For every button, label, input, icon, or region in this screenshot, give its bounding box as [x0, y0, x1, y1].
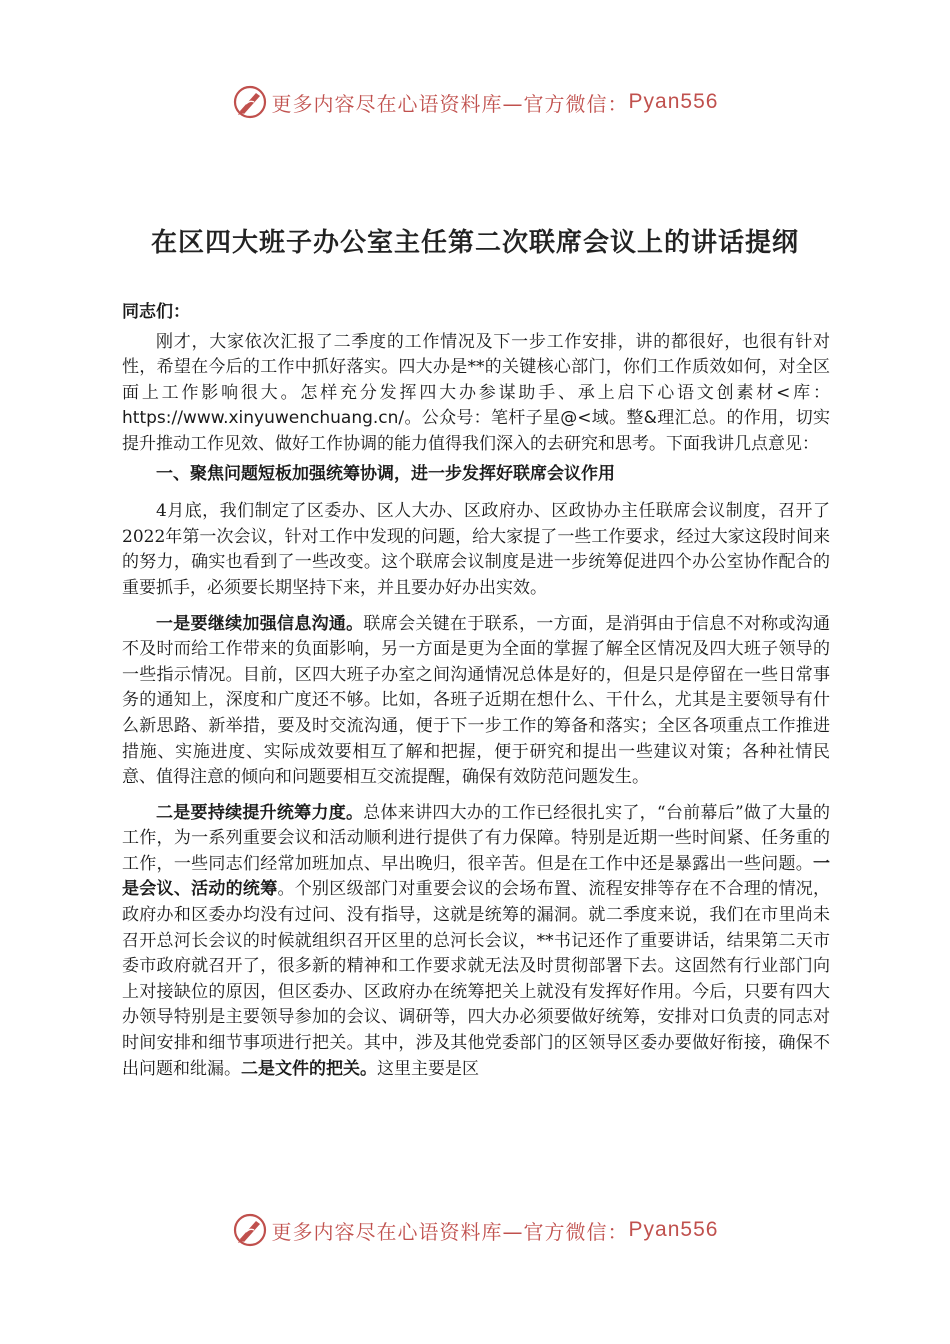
page-title: 在区四大班子办公室主任第二次联席会议上的讲话提纲 [150, 228, 799, 258]
intro-part2: 心语文创素材<库：https://www.xinyuwenchuang.cn/。公众号：笔杆子星@<域。整&理汇总。 [122, 382, 831, 429]
watermark-text: 更多内容尽在心语资料库—官方微信： [271, 1219, 629, 1244]
salutation: 同志们： [122, 302, 190, 322]
section-heading-1: 一、聚焦问题短板加强统筹协调，进一步发挥好联席会议作用 [156, 463, 615, 484]
sub1-lead: 一是会议、活动的统筹 [122, 853, 830, 900]
sub1-text: 。个别区级部门对重要会议的会场布置、流程安排等存在不合理的情况，政府办和区委办均没有过问、没有指导，这就是统筹的漏洞。就二季度来说，我们在市里尚未召开总河长会议的时候就组织召开区里的总河长会议，**书记还作了重要讲话，结果第二天市委市政府就召开了，很多新的精神和工作要求就无法及时贯彻部署下去。这固然有行业部门向上对接缺位的原因，但区委办、区政府办在统筹把关上就没有发挥好作用。今后，只要有四大办领导特别是主要领导参加的会议、调研等，四大办必须要做好统筹，安排对口负责的同志对时间安排和细节事项进行把关。其中，涉及其他党委部门的区领导区委办要做好衔接，确保不出问题和纰漏。 [122, 879, 831, 1079]
section1-point-2 [122, 801, 830, 1083]
watermark-banner-top [0, 82, 950, 122]
section1-point-1 [122, 612, 830, 791]
sub2-text: 这里主要是区 [377, 1058, 479, 1079]
intro-part3: 的作用，切实提升推动工作见效、做好工作协调的能力值得我们深入的去研究和思考。下面我讲几点意见： [122, 408, 830, 454]
point1-text: 联席会关键在于联系，一方面，是消弭由于信息不对称或沟通不及时而给工作带来的负面影响，另一方面是更为全面的掌握了解全区情况及四大班子领导的一些指示情况。目前，区四大班子办室之间沟通情况总体是好的，但是只是停留在一些日常事务的通知上，深度和广度还不够。比如，各班子近期在想什么、干什么，尤其是主要领导有什么新思路、新举措，要及时交流沟通，便于下一步工作的筹备和落实；全区各项重点工作推进措施、实施进度、实际成效要相互了解和把握，便于研究和提出一些建议对策；各种社情民意、值得注意的倾向和问题要相互交流提醒，确保有效防范问题发生。 [122, 613, 831, 788]
section1-paragraph-1: 4月底，我们制定了区委办、区人大办、区政府办、区政协办主任联席会议制度，召开了2022年第一次会议，针对工作中发现的问题，给大家提了一些工作要求，经过大家这段时间来的努力，确实也看到了一些改变。这个联席会议制度是进一步统筹促进四个办公室协作配合的重要抓手，必须要长期坚持下来，并且要办好办出实效。 [122, 501, 830, 598]
point2-lead: 二是要持续提升统筹力度。 [156, 802, 364, 823]
document-body [122, 300, 830, 1082]
sub2-lead: 二是文件的把关。 [241, 1058, 377, 1079]
intro-paragraph [122, 330, 830, 458]
intro-part1: 刚才，大家依次汇报了二季度的工作情况及下一步工作安排，讲的都很好，也很有针对性，希望在今后的工作中抓好落实。四大办是**的关键核心部门，你们工作质效如何，对全区面上工作影响很大。怎样充分发挥四大办参谋助手、承上启下 [122, 331, 830, 403]
pen-logo-icon [232, 1212, 268, 1248]
watermark-text: 更多内容尽在心语资料库—官方微信： [271, 91, 629, 116]
point2-text: 总体来讲四大办的工作已经很扎实了，“台前幕后”做了大量的工作，为一系列重要会议和活动顺利进行提供了有力保障。特别是近期一些时间紧、任务重的工作，一些同志们经常加班加点、早出晚归，很辛苦。但是在工作中还是暴露出一些问题。 [122, 802, 830, 874]
pen-logo-icon [232, 84, 268, 120]
watermark-banner-bottom [0, 1210, 950, 1250]
wechat-id: Pyan556 [628, 90, 719, 113]
wechat-id: Pyan556 [628, 1218, 719, 1241]
point1-lead: 一是要继续加强信息沟通。 [156, 613, 364, 634]
